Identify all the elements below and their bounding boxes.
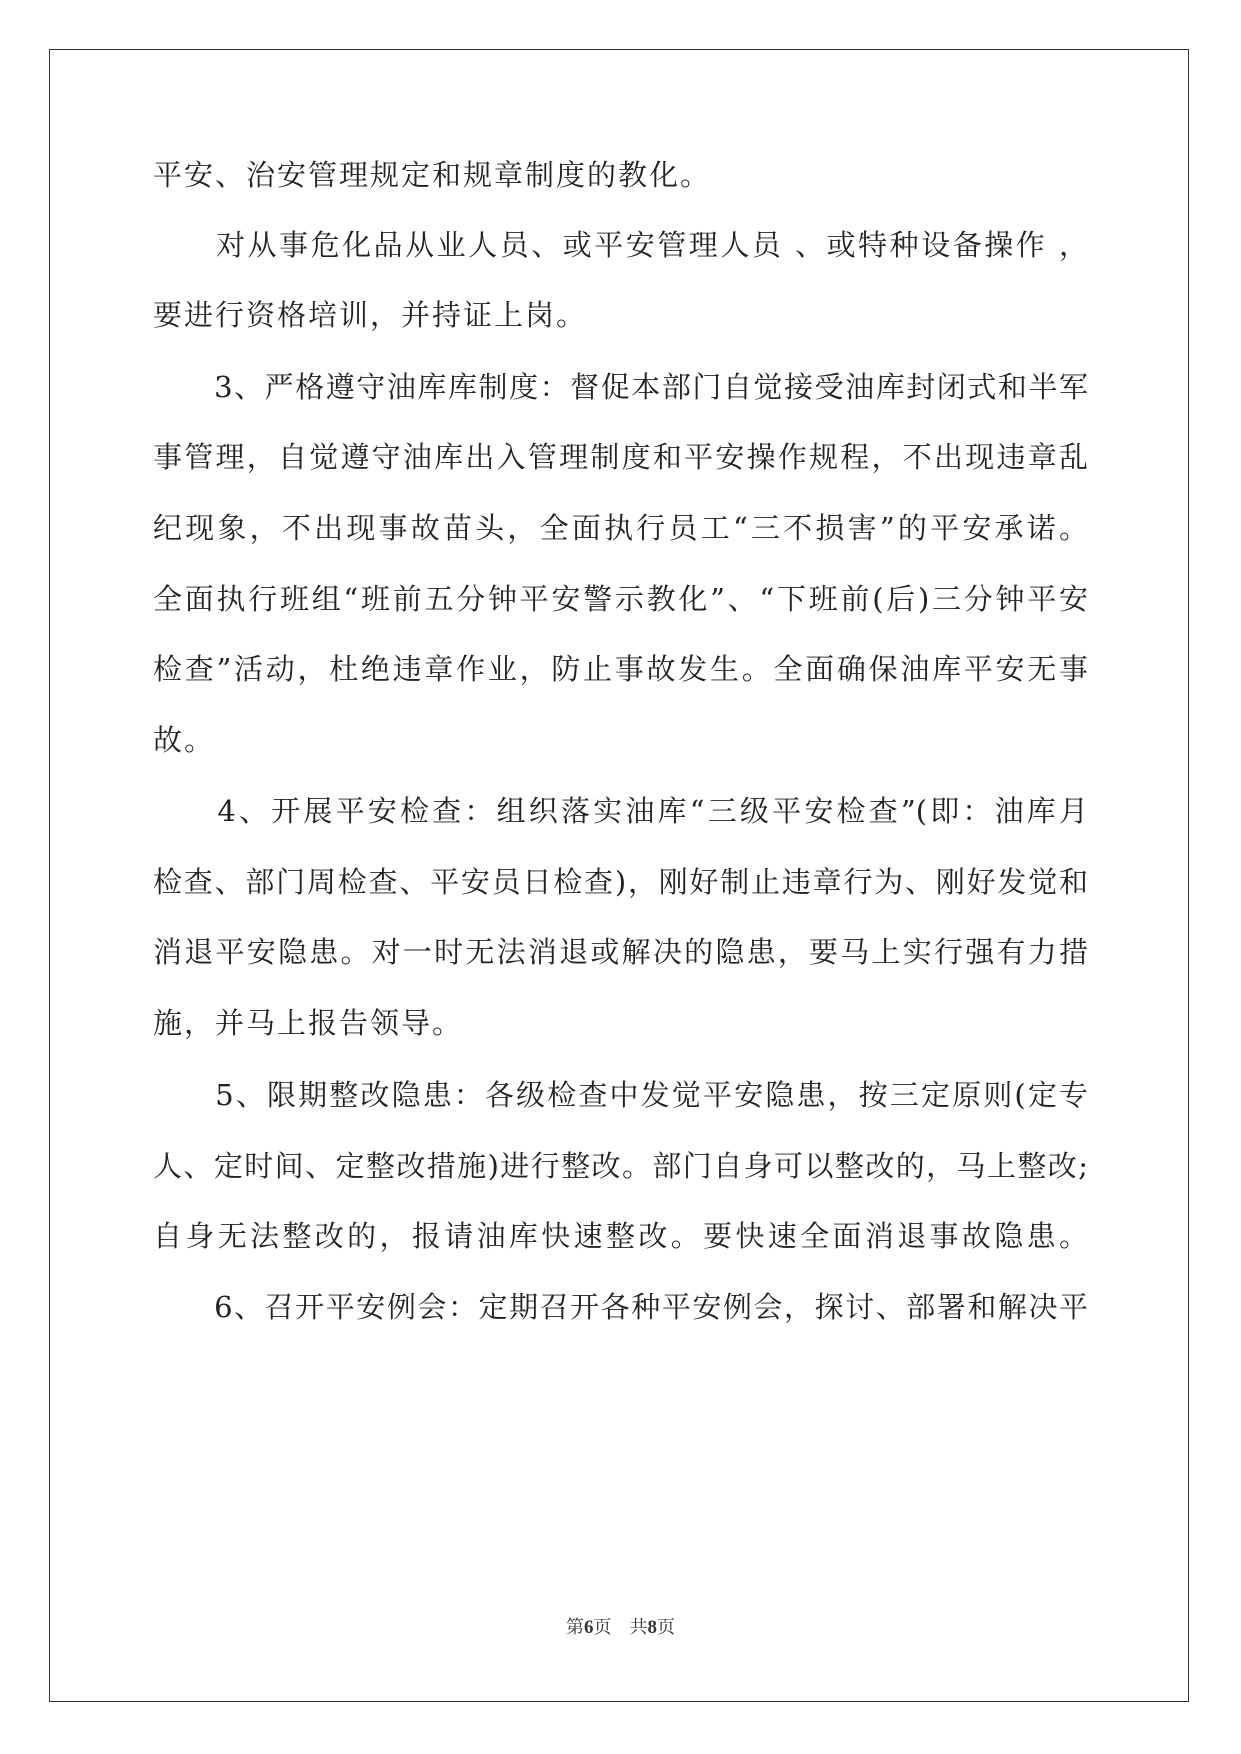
text-line: 人、定时间、定整改措施)进行整改。部门自身可以整改的，马上整改; [153, 1149, 1088, 1183]
text-line: 施，并马上报告领导。 [153, 1006, 464, 1040]
text-line: 对从事危化品从业人员、或平安管理人员 、或特种设备操作 ， [153, 228, 1088, 262]
text-line: 事管理，自觉遵守油库出入管理制度和平安操作规程，不出现违章乱 [153, 440, 1088, 474]
text-line: 纪现象，不出现事故苗头，全面执行员工“三不损害”的平安承诺。 [153, 511, 1088, 545]
text-line: 故。 [153, 723, 216, 757]
text-line: 自身无法整改的，报请油库快速整改。要快速全面消退事故隐患。 [153, 1219, 1088, 1253]
text-line: 要进行资格培训，并持证上岗。 [153, 298, 588, 332]
text-line: 3、严格遵守油库库制度：督促本部门自觉接受油库封闭式和半军 [153, 370, 1088, 404]
text-line: 检查”活动，杜绝违章作业，防止事故发生。全面确保油库平安无事 [153, 652, 1088, 686]
text-line: 检查、部门周检查、平安员日检查)，刚好制止违章行为、刚好发觉和 [153, 865, 1088, 899]
footer-middle: 页 共 [593, 1617, 648, 1638]
text-line: 4、开展平安检查：组织落实油库“三级平安检查”(即：油库月 [153, 794, 1088, 828]
total-page-number: 8 [647, 1617, 657, 1638]
text-line: 6、召开平安例会：定期召开各种平安例会，探讨、部署和解决平 [153, 1290, 1088, 1324]
text-line: 全面执行班组“班前五分钟平安警示教化”、“下班前(后)三分钟平安 [153, 582, 1088, 616]
page-footer [0, 1616, 1241, 1640]
text-line: 平安、治安管理规定和规章制度的教化。 [153, 158, 712, 192]
footer-prefix: 第 [566, 1617, 584, 1638]
current-page-number: 6 [584, 1617, 594, 1638]
text-line: 5、限期整改隐患：各级检查中发觉平安隐患，按三定原则(定专 [153, 1078, 1088, 1112]
footer-suffix: 页 [657, 1617, 675, 1638]
text-line: 消退平安隐患。对一时无法消退或解决的隐患，要马上实行强有力措 [153, 935, 1088, 969]
